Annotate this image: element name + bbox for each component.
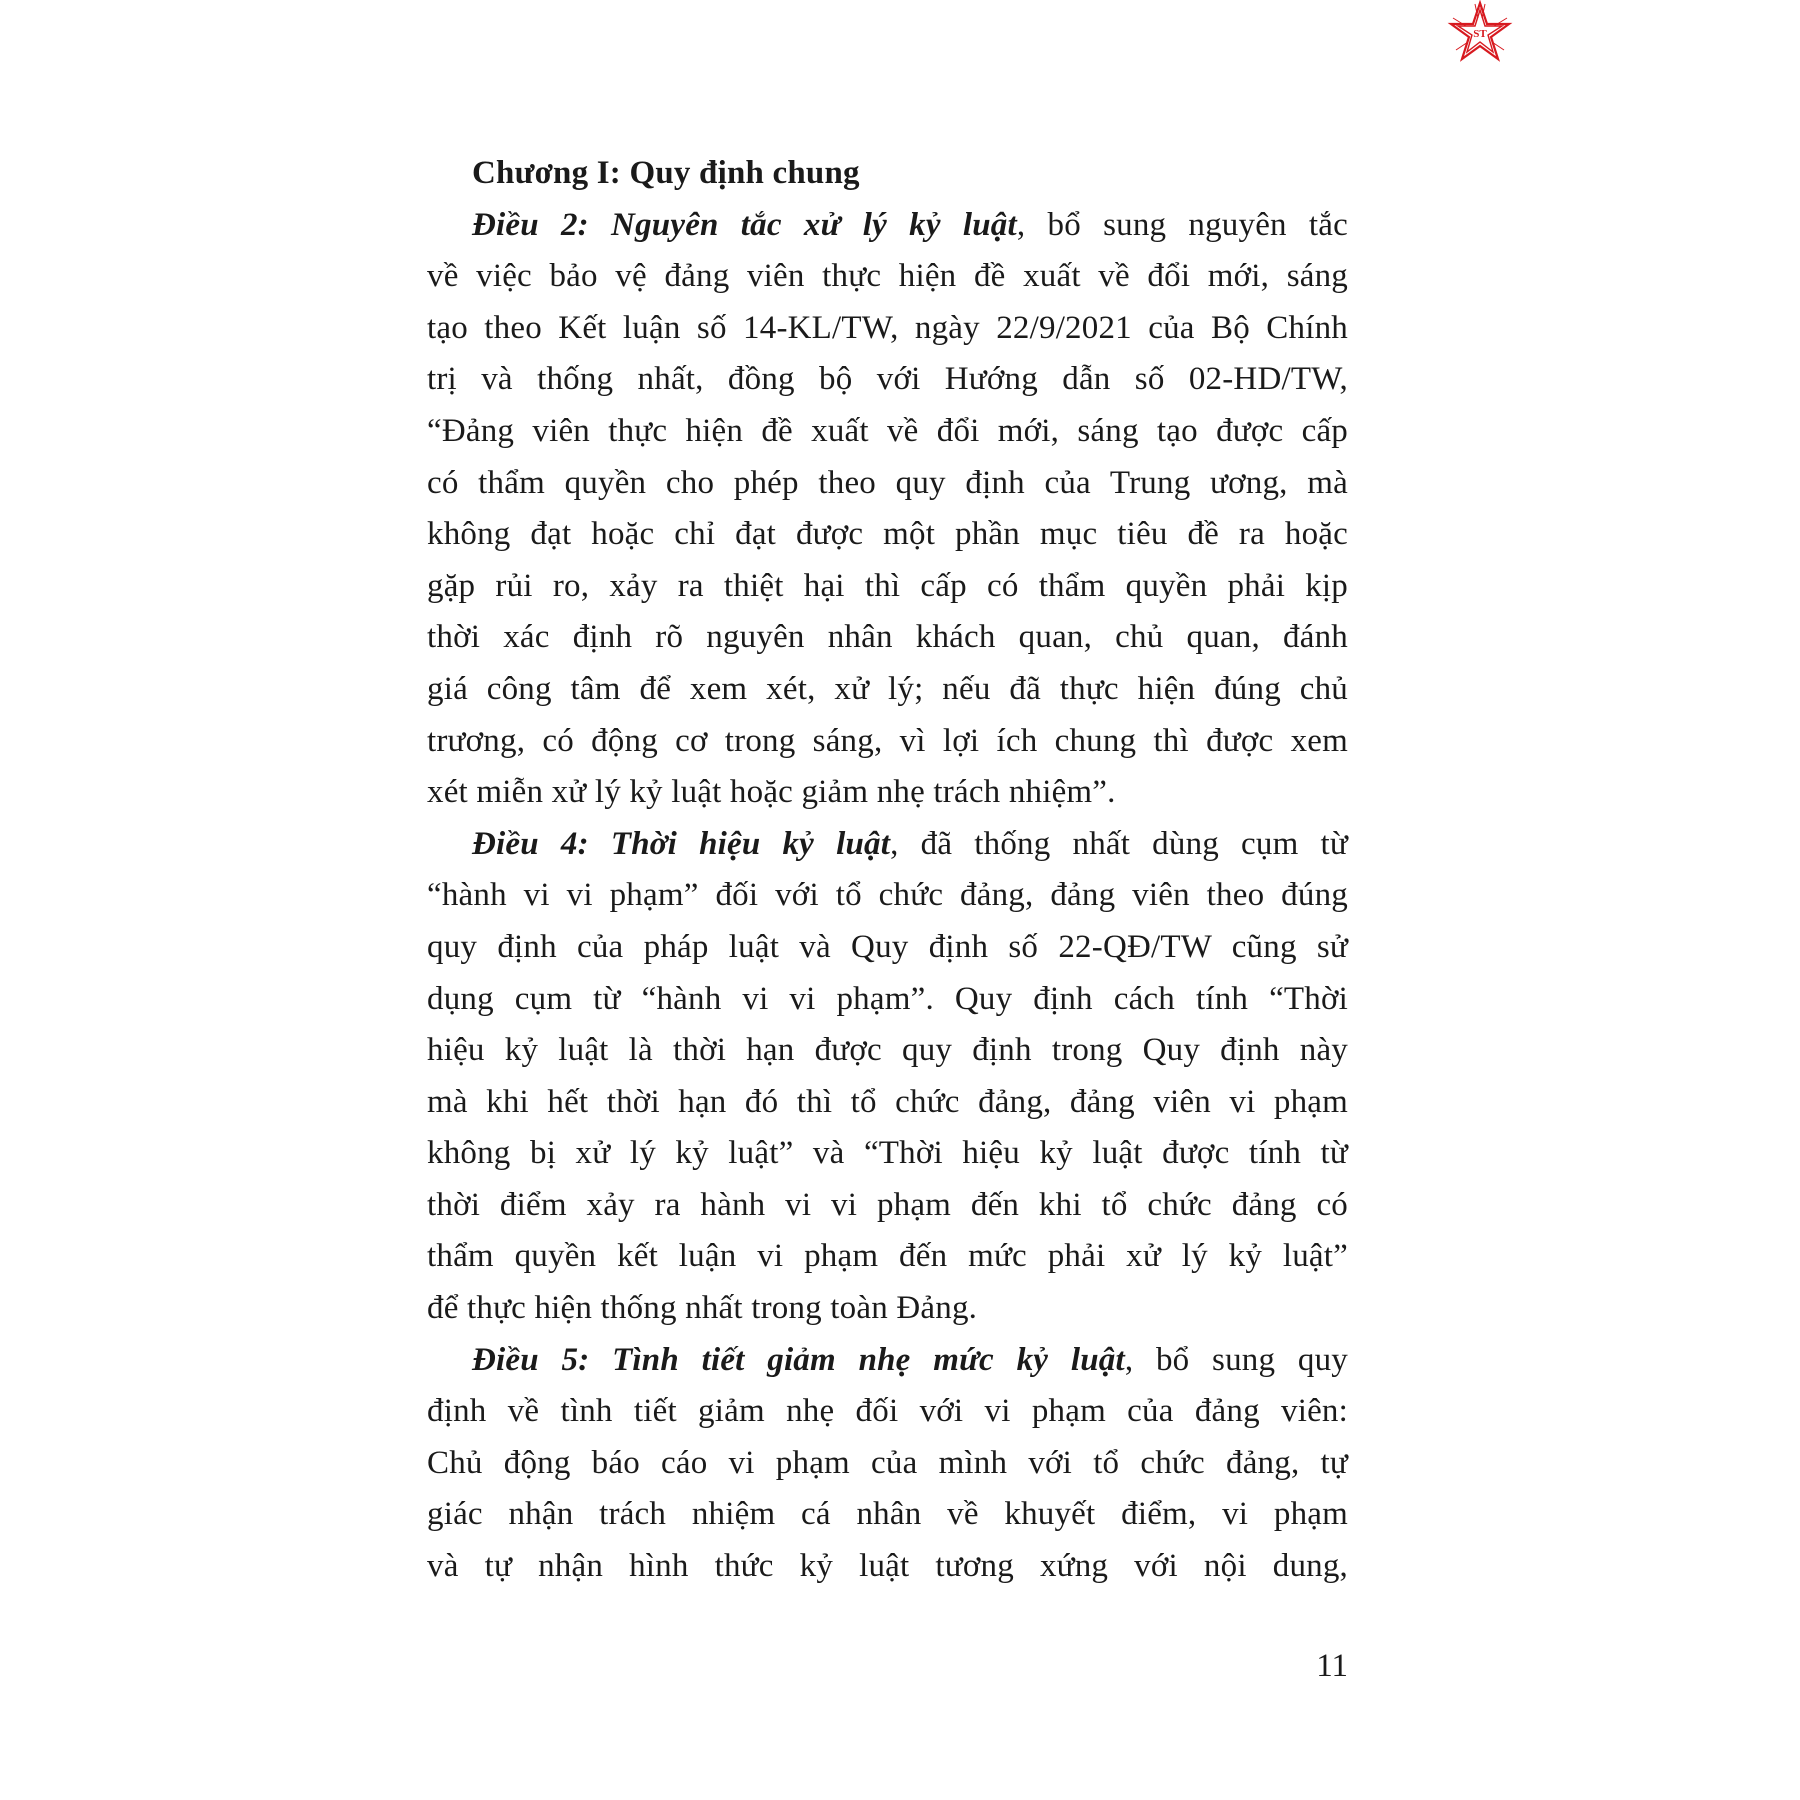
- article-paragraph: [427, 200, 1348, 819]
- text-line: thẩm quyền kết luận vi phạm đến mức phải xử lý kỷ luật”: [427, 1238, 1348, 1275]
- article-paragraph: [427, 819, 1348, 1335]
- text-line: xét miễn xử lý kỷ luật hoặc giảm nhẹ trách nhiệm”.: [427, 774, 1116, 811]
- text-line: mà khi hết thời hạn đó thì tổ chức đảng, đảng viên vi phạm: [427, 1083, 1348, 1120]
- text-line: “hành vi vi phạm” đối với tổ chức đảng, đảng viên theo đúng: [427, 877, 1348, 914]
- text-run: , bổ sung nguyên tắc: [1016, 206, 1348, 243]
- article-title: Điều 5: Tình tiết giảm nhẹ mức kỷ luật: [472, 1341, 1125, 1378]
- article-paragraph: [427, 1335, 1348, 1593]
- red-star-icon: [1447, 0, 1513, 66]
- text-line: quy định của pháp luật và Quy định số 22-QĐ/TW cũng sử: [427, 928, 1348, 965]
- article-title: Điều 4: Thời hiệu kỷ luật: [472, 825, 891, 862]
- paragraph-first-line: [427, 200, 1348, 252]
- text-line: “Đảng viên thực hiện đề xuất về đổi mới, sáng tạo được cấp: [427, 412, 1348, 449]
- text-line: và tự nhận hình thức kỷ luật tương xứng với nội dung,: [427, 1548, 1348, 1585]
- text-line: Chủ động báo cáo vi phạm của mình với tổ chức đảng, tự: [427, 1444, 1348, 1481]
- text-line: hiệu kỷ luật là thời hạn được quy định trong Quy định này: [427, 1032, 1348, 1069]
- article-title: Điều 2: Nguyên tắc xử lý kỷ luật: [472, 206, 1017, 243]
- text-line: có thẩm quyền cho phép theo quy định của Trung ương, mà: [427, 464, 1348, 501]
- text-line: thời điểm xảy ra hành vi vi phạm đến khi tổ chức đảng có: [427, 1186, 1348, 1223]
- svg-text:ST: ST: [1473, 28, 1487, 40]
- text-run: , đã thống nhất dùng cụm từ: [890, 825, 1348, 862]
- page-number: 11: [1316, 1648, 1348, 1684]
- text-line: không đạt hoặc chỉ đạt được một phần mục tiêu đề ra hoặc: [427, 516, 1348, 553]
- text-line: để thực hiện thống nhất trong toàn Đảng.: [427, 1290, 978, 1327]
- paragraph-first-line: [427, 819, 1348, 871]
- chapter-heading: Chương I: Quy định chung: [472, 155, 860, 191]
- page-body: [427, 148, 1348, 1593]
- text-line: trương, có động cơ trong sáng, vì lợi ích chung thì được xem: [427, 722, 1348, 759]
- text-line: về việc bảo vệ đảng viên thực hiện đề xuất về đổi mới, sáng: [427, 258, 1348, 295]
- text-line: thời xác định rõ nguyên nhân khách quan, chủ quan, đánh: [427, 619, 1348, 656]
- text-line: giác nhận trách nhiệm cá nhân về khuyết điểm, vi phạm: [427, 1496, 1348, 1533]
- text-line: trị và thống nhất, đồng bộ với Hướng dẫn số 02-HD/TW,: [427, 361, 1348, 398]
- text-line: không bị xử lý kỷ luật” và “Thời hiệu kỷ luật được tính từ: [427, 1135, 1348, 1172]
- text-run: , bổ sung quy: [1124, 1341, 1348, 1378]
- text-line: định về tình tiết giảm nhẹ đối với vi phạm của đảng viên:: [427, 1393, 1348, 1430]
- publisher-logo: [1447, 0, 1513, 66]
- text-line: tạo theo Kết luận số 14-KL/TW, ngày 22/9/2021 của Bộ Chính: [427, 309, 1348, 346]
- paragraph-first-line: [427, 1335, 1348, 1387]
- text-line: gặp rủi ro, xảy ra thiệt hại thì cấp có thẩm quyền phải kịp: [427, 567, 1348, 604]
- text-line: giá công tâm để xem xét, xử lý; nếu đã thực hiện đúng chủ: [427, 670, 1348, 707]
- text-line: dụng cụm từ “hành vi vi phạm”. Quy định cách tính “Thời: [427, 980, 1348, 1017]
